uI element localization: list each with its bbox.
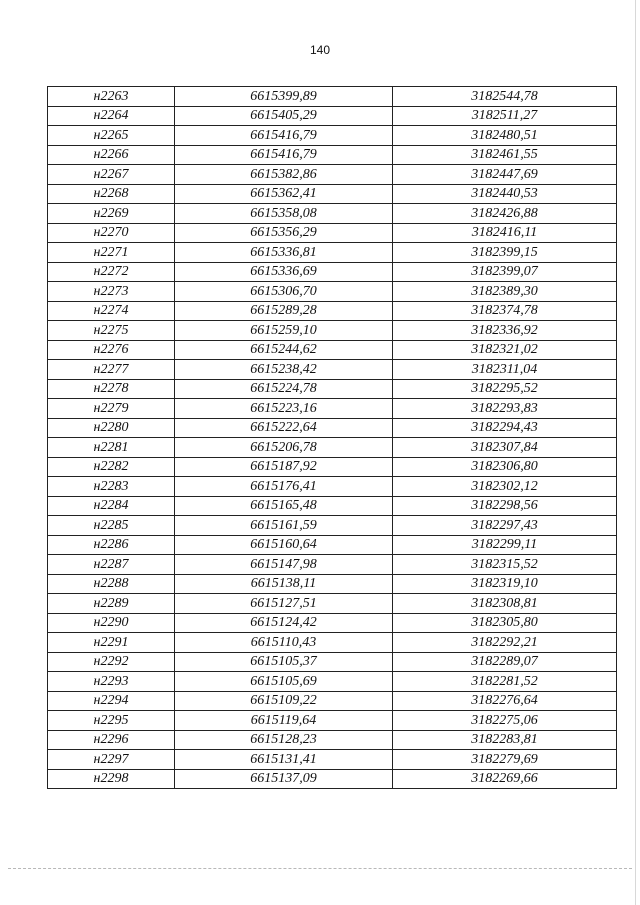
y-coordinate-cell: 3182399,15 (393, 243, 617, 263)
y-coordinate-cell: 3182281,52 (393, 672, 617, 692)
x-coordinate-cell: 6615224,78 (175, 379, 393, 399)
point-id-cell: н2294 (48, 691, 175, 711)
point-id-cell: н2289 (48, 594, 175, 614)
x-coordinate-cell: 6615222,64 (175, 418, 393, 438)
y-coordinate-cell: 3182399,07 (393, 262, 617, 282)
x-coordinate-cell: 6615105,69 (175, 672, 393, 692)
point-id-cell: н2296 (48, 730, 175, 750)
table-row (48, 574, 617, 594)
table-row (48, 165, 617, 185)
point-id-cell: н2288 (48, 574, 175, 594)
y-coordinate-cell: 3182447,69 (393, 165, 617, 185)
x-coordinate-cell: 6615336,81 (175, 243, 393, 263)
table-row (48, 555, 617, 575)
point-id-cell: н2298 (48, 769, 175, 789)
x-coordinate-cell: 6615160,64 (175, 535, 393, 555)
x-coordinate-cell: 6615416,79 (175, 145, 393, 165)
y-coordinate-cell: 3182426,88 (393, 204, 617, 224)
y-coordinate-cell: 3182321,02 (393, 340, 617, 360)
x-coordinate-cell: 6615405,29 (175, 106, 393, 126)
coordinates-table (47, 86, 617, 789)
table-row (48, 243, 617, 263)
x-coordinate-cell: 6615238,42 (175, 360, 393, 380)
page-number: 140 (309, 43, 331, 57)
table-row (48, 730, 617, 750)
x-coordinate-cell: 6615127,51 (175, 594, 393, 614)
y-coordinate-cell: 3182416,11 (393, 223, 617, 243)
table-row (48, 769, 617, 789)
y-coordinate-cell: 3182294,43 (393, 418, 617, 438)
table-row (48, 652, 617, 672)
point-id-cell: н2269 (48, 204, 175, 224)
table-row (48, 282, 617, 302)
x-coordinate-cell: 6615161,59 (175, 516, 393, 536)
point-id-cell: н2283 (48, 477, 175, 497)
table-row (48, 340, 617, 360)
y-coordinate-cell: 3182461,55 (393, 145, 617, 165)
table-row (48, 106, 617, 126)
table-row (48, 750, 617, 770)
table-row (48, 516, 617, 536)
y-coordinate-cell: 3182315,52 (393, 555, 617, 575)
y-coordinate-cell: 3182292,21 (393, 633, 617, 653)
x-coordinate-cell: 6615259,10 (175, 321, 393, 341)
table-row (48, 87, 617, 107)
y-coordinate-cell: 3182269,66 (393, 769, 617, 789)
y-coordinate-cell: 3182307,84 (393, 438, 617, 458)
point-id-cell: н2286 (48, 535, 175, 555)
y-coordinate-cell: 3182283,81 (393, 730, 617, 750)
x-coordinate-cell: 6615362,41 (175, 184, 393, 204)
y-coordinate-cell: 3182544,78 (393, 87, 617, 107)
x-coordinate-cell: 6615187,92 (175, 457, 393, 477)
x-coordinate-cell: 6615165,48 (175, 496, 393, 516)
table-row (48, 633, 617, 653)
x-coordinate-cell: 6615206,78 (175, 438, 393, 458)
table-row (48, 457, 617, 477)
y-coordinate-cell: 3182299,11 (393, 535, 617, 555)
point-id-cell: н2265 (48, 126, 175, 146)
point-id-cell: н2280 (48, 418, 175, 438)
x-coordinate-cell: 6615147,98 (175, 555, 393, 575)
y-coordinate-cell: 3182275,06 (393, 711, 617, 731)
x-coordinate-cell: 6615356,29 (175, 223, 393, 243)
y-coordinate-cell: 3182311,04 (393, 360, 617, 380)
x-coordinate-cell: 6615109,22 (175, 691, 393, 711)
y-coordinate-cell: 3182293,83 (393, 399, 617, 419)
table-row (48, 691, 617, 711)
x-coordinate-cell: 6615131,41 (175, 750, 393, 770)
point-id-cell: н2295 (48, 711, 175, 731)
x-coordinate-cell: 6615244,62 (175, 340, 393, 360)
x-coordinate-cell: 6615138,11 (175, 574, 393, 594)
y-coordinate-cell: 3182302,12 (393, 477, 617, 497)
y-coordinate-cell: 3182305,80 (393, 613, 617, 633)
point-id-cell: н2292 (48, 652, 175, 672)
y-coordinate-cell: 3182306,80 (393, 457, 617, 477)
x-coordinate-cell: 6615128,23 (175, 730, 393, 750)
point-id-cell: н2281 (48, 438, 175, 458)
y-coordinate-cell: 3182308,81 (393, 594, 617, 614)
y-coordinate-cell: 3182336,92 (393, 321, 617, 341)
table-row (48, 672, 617, 692)
y-coordinate-cell: 3182319,10 (393, 574, 617, 594)
table-row (48, 711, 617, 731)
point-id-cell: н2279 (48, 399, 175, 419)
table-row (48, 262, 617, 282)
x-coordinate-cell: 6615399,89 (175, 87, 393, 107)
point-id-cell: н2287 (48, 555, 175, 575)
x-coordinate-cell: 6615223,16 (175, 399, 393, 419)
table-row (48, 360, 617, 380)
point-id-cell: н2270 (48, 223, 175, 243)
table-row (48, 145, 617, 165)
table-row (48, 301, 617, 321)
table-row (48, 126, 617, 146)
table-row (48, 613, 617, 633)
point-id-cell: н2282 (48, 457, 175, 477)
table-row (48, 418, 617, 438)
point-id-cell: н2268 (48, 184, 175, 204)
point-id-cell: н2264 (48, 106, 175, 126)
table-row (48, 379, 617, 399)
y-coordinate-cell: 3182276,64 (393, 691, 617, 711)
point-id-cell: н2291 (48, 633, 175, 653)
table-row (48, 438, 617, 458)
point-id-cell: н2293 (48, 672, 175, 692)
point-id-cell: н2271 (48, 243, 175, 263)
point-id-cell: н2276 (48, 340, 175, 360)
table-row (48, 184, 617, 204)
point-id-cell: н2284 (48, 496, 175, 516)
x-coordinate-cell: 6615119,64 (175, 711, 393, 731)
point-id-cell: н2275 (48, 321, 175, 341)
point-id-cell: н2285 (48, 516, 175, 536)
y-coordinate-cell: 3182440,53 (393, 184, 617, 204)
y-coordinate-cell: 3182279,69 (393, 750, 617, 770)
scan-footer-line (8, 868, 632, 869)
y-coordinate-cell: 3182298,56 (393, 496, 617, 516)
point-id-cell: н2290 (48, 613, 175, 633)
scan-edge-line (635, 0, 636, 905)
point-id-cell: н2277 (48, 360, 175, 380)
table-row (48, 477, 617, 497)
point-id-cell: н2278 (48, 379, 175, 399)
x-coordinate-cell: 6615110,43 (175, 633, 393, 653)
table-row (48, 399, 617, 419)
y-coordinate-cell: 3182289,07 (393, 652, 617, 672)
x-coordinate-cell: 6615382,86 (175, 165, 393, 185)
x-coordinate-cell: 6615105,37 (175, 652, 393, 672)
x-coordinate-cell: 6615137,09 (175, 769, 393, 789)
table-row (48, 321, 617, 341)
y-coordinate-cell: 3182297,43 (393, 516, 617, 536)
x-coordinate-cell: 6615416,79 (175, 126, 393, 146)
point-id-cell: н2272 (48, 262, 175, 282)
y-coordinate-cell: 3182374,78 (393, 301, 617, 321)
x-coordinate-cell: 6615124,42 (175, 613, 393, 633)
y-coordinate-cell: 3182295,52 (393, 379, 617, 399)
x-coordinate-cell: 6615289,28 (175, 301, 393, 321)
x-coordinate-cell: 6615358,08 (175, 204, 393, 224)
table-row (48, 496, 617, 516)
point-id-cell: н2267 (48, 165, 175, 185)
table-row (48, 535, 617, 555)
table-row (48, 223, 617, 243)
point-id-cell: н2273 (48, 282, 175, 302)
coordinates-table-body (48, 87, 617, 789)
x-coordinate-cell: 6615336,69 (175, 262, 393, 282)
point-id-cell: н2274 (48, 301, 175, 321)
point-id-cell: н2297 (48, 750, 175, 770)
y-coordinate-cell: 3182389,30 (393, 282, 617, 302)
x-coordinate-cell: 6615306,70 (175, 282, 393, 302)
y-coordinate-cell: 3182480,51 (393, 126, 617, 146)
x-coordinate-cell: 6615176,41 (175, 477, 393, 497)
point-id-cell: н2266 (48, 145, 175, 165)
y-coordinate-cell: 3182511,27 (393, 106, 617, 126)
table-row (48, 594, 617, 614)
point-id-cell: н2263 (48, 87, 175, 107)
table-row (48, 204, 617, 224)
